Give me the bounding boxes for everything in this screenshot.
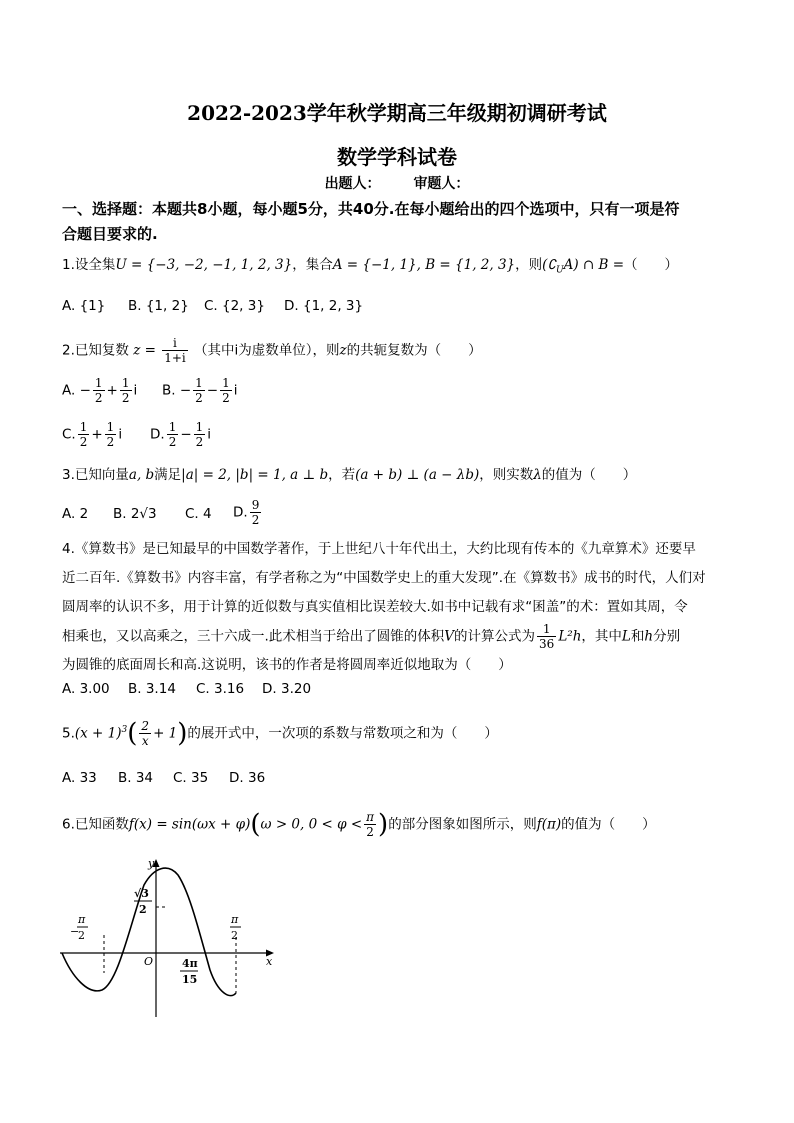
q5-lparen: (: [127, 718, 138, 749]
q3-option-b[interactable]: B. 2√3: [113, 506, 157, 522]
q2-a-i: i: [133, 382, 138, 399]
q2-c-frac2-num: 1: [106, 420, 115, 434]
q4-formula: L²h: [558, 628, 582, 645]
q1-mid: ，集合: [292, 257, 333, 273]
q1-set-ab: A = {−1, 1}, B = {1, 2, 3}: [332, 257, 516, 273]
q2-a-frac2-den: 2: [121, 391, 130, 405]
q2-z-eq: z =: [133, 342, 156, 359]
q2-c-label: C.: [62, 426, 76, 443]
q2-c-frac1: [78, 420, 90, 449]
question-3: [62, 464, 636, 486]
right-den: 2: [231, 929, 238, 942]
q2-rest-b: 的共轭复数为（ ）: [346, 342, 482, 359]
q5-option-d[interactable]: D. 36: [229, 770, 266, 786]
q3-rest2: 的值为（ ）: [541, 467, 637, 483]
q3-vecs: a, b: [128, 467, 155, 483]
q2-option-c[interactable]: [62, 420, 122, 449]
q6-frac: [364, 810, 376, 839]
q2-d-frac1: [167, 420, 179, 449]
q5-frac: [139, 719, 151, 748]
q4-option-a[interactable]: A. 3.00: [62, 681, 110, 697]
q6-rest: 的部分图象如图所示，则: [388, 816, 537, 833]
q6-fpi: f(π): [536, 816, 562, 833]
q5-option-b[interactable]: B. 34: [118, 770, 154, 786]
q4-frac: [537, 622, 556, 651]
q2-b-frac1-num: 1: [195, 376, 203, 390]
q2-z: z: [339, 342, 347, 359]
q1-set-u: U = {−3, −2, −1, 1, 2, 3}: [115, 257, 293, 273]
q2-b-frac2: [220, 376, 232, 405]
exam-subtitle: 数学学科试卷: [337, 145, 457, 169]
q6-rest2: 的值为（ ）: [561, 816, 656, 833]
q5-option-a[interactable]: A. 33: [62, 770, 97, 786]
left-sign: −: [70, 925, 80, 938]
q5-rparen: ): [177, 718, 188, 749]
q2-c-frac2: [105, 420, 117, 449]
q2-d-label: D.: [150, 426, 165, 443]
peak-den: 2: [139, 903, 147, 916]
q5-option-c[interactable]: C. 35: [173, 770, 209, 786]
q6-func: f(x) = sin(ωx + φ): [128, 816, 251, 833]
left-den: 2: [78, 929, 85, 942]
q1-option-d[interactable]: D. {1, 2, 3}: [284, 298, 364, 314]
origin-label: O: [144, 955, 154, 968]
authors-line: [0, 173, 794, 193]
q3-d-num: 9: [251, 498, 260, 512]
q3-rest: ，则实数: [479, 467, 534, 483]
reviewer-label: 审题人：: [413, 176, 470, 192]
q2-rest-a: （其中i为虚数单位），则: [194, 342, 340, 359]
q3-d-frac: [250, 498, 262, 527]
q4-L: L: [621, 628, 631, 645]
q3-lambda: λ: [533, 467, 542, 483]
q1-paren: （ ）: [624, 257, 679, 273]
q5-frac-den: x: [141, 734, 149, 748]
q2-d-frac2: [194, 420, 206, 449]
q5-rest: 的展开式中，一次项的系数与常数项之和为（ ）: [187, 725, 498, 742]
q2-d-frac1-num: 1: [168, 420, 177, 434]
q6-rparen: ): [378, 809, 389, 840]
q4-frac-num: 1: [537, 622, 556, 637]
q2-a-label: A. −: [62, 382, 91, 399]
sine-graph: [60, 855, 290, 1020]
q2-option-a[interactable]: [62, 376, 137, 405]
q2-option-b[interactable]: [162, 376, 238, 405]
q2-d-frac2-num: 1: [195, 420, 204, 434]
q2-frac-num: i: [162, 336, 188, 351]
q2-b-frac1: [193, 376, 205, 405]
q2-c-plus: +: [91, 426, 103, 443]
question-5: [62, 719, 498, 748]
q4-line4-b: 的计算公式为: [454, 628, 536, 645]
q6-pi-num: π: [366, 810, 375, 824]
q5-base: (x + 1): [74, 725, 122, 742]
q2-b-label: B. −: [162, 382, 192, 399]
q3-option-c[interactable]: C. 4: [185, 506, 212, 522]
q2-a-frac1-num: 1: [94, 376, 103, 390]
q6-pi-den: 2: [366, 825, 374, 839]
q4-frac-den: 36: [539, 637, 555, 651]
q2-c-i: i: [118, 426, 123, 443]
q2-d-frac1-den: 2: [168, 435, 177, 449]
q4-line-3: 圆周率的认识不多，用于计算的近似数与真实值相比误差较大.如书中记载有求“囷盖”的术：置如其周，令: [62, 599, 688, 615]
q4-line-2: 近二百年.《算数书》内容丰富，有学者称之为“中国数学史上的重大发现”.在《算数书》成书的时代，人们对: [62, 570, 706, 586]
q2-c-frac1-den: 2: [79, 435, 88, 449]
right-num: π: [231, 913, 239, 926]
q2-d-frac2-den: 2: [195, 435, 204, 449]
q1-option-a[interactable]: A. {1}: [62, 298, 106, 314]
section-heading-line1: 一、选择题：本题共8小题，每小题5分，共40分.在每小题给出的四个选项中，只有一项是符: [62, 200, 680, 218]
q5-frac-num: 2: [141, 719, 150, 733]
question-1: [62, 254, 678, 282]
zero-den: 15: [182, 973, 198, 986]
question-2: [62, 336, 482, 365]
q1-expr: [542, 257, 625, 276]
q1-expr-sub: U: [556, 265, 564, 276]
author-label: 出题人：: [324, 176, 381, 192]
q3-perp: (a + b) ⊥ (a − λb): [355, 467, 480, 483]
sine-curve: [62, 868, 236, 995]
q4-option-c[interactable]: C. 3.16: [196, 681, 245, 697]
q3-d-den: 2: [251, 513, 260, 527]
q4-line4-e: 分别: [653, 628, 681, 645]
q3-cond-label: 满足: [154, 467, 182, 483]
q6-cond: ω > 0, 0 < φ <: [260, 816, 363, 833]
q2-d-minus: −: [180, 426, 192, 443]
q3-option-d[interactable]: [233, 498, 263, 527]
q2-a-plus: +: [106, 382, 118, 399]
q1-option-c[interactable]: C. {2, 3}: [204, 298, 265, 314]
question-6: [62, 810, 656, 839]
q4-line-5: 为圆锥的底面周长和高.这说明，该书的作者是将圆周率近似地取为（ ）: [62, 657, 512, 673]
q4-v: V: [444, 628, 455, 645]
q5-exp: 3: [121, 725, 128, 735]
q3-if: ，若: [328, 467, 356, 483]
q2-d-i: i: [207, 426, 212, 443]
q6-prefix: 6.已知函数: [62, 816, 129, 833]
q2-c-frac2-den: 2: [106, 435, 115, 449]
q4-option-b[interactable]: B. 3.14: [128, 681, 176, 697]
q4-option-d[interactable]: D. 3.20: [262, 681, 312, 697]
y-axis-label: y: [148, 857, 155, 870]
q4-line-1: 4.《算数书》是已知最早的中国数学著作，于上世纪八十年代出土，大约比现有传本的《九章算术》还要早: [62, 541, 696, 557]
q6-lparen: (: [250, 809, 261, 840]
section-heading: [62, 197, 730, 247]
q2-a-frac2-num: 1: [121, 376, 130, 390]
q5-prefix: 5.: [62, 725, 75, 742]
q3-prefix: 3.已知向量: [62, 467, 129, 483]
peak-num: √3: [134, 887, 149, 900]
q4-line-4: [62, 622, 680, 651]
q2-b-minus: −: [206, 382, 219, 399]
q4-line4-c: ，其中: [581, 628, 622, 645]
q1-expr-open: (∁: [542, 257, 556, 273]
q4-h: h: [644, 628, 654, 645]
left-num: π: [78, 913, 86, 926]
x-axis-label: x: [266, 955, 273, 968]
q2-a-frac1-den: 2: [94, 391, 103, 405]
q5-plus1: + 1: [153, 725, 178, 742]
q2-option-d[interactable]: [150, 420, 211, 449]
q3-option-a[interactable]: A. 2: [62, 506, 89, 522]
q2-b-frac2-num: 1: [222, 376, 230, 390]
q3-d-label: D.: [233, 504, 248, 521]
q2-fraction: [162, 336, 188, 365]
q2-b-frac2-den: 2: [222, 391, 230, 405]
q2-b-frac1-den: 2: [195, 391, 203, 405]
q2-b-i: i: [233, 382, 238, 399]
q1-option-b[interactable]: B. {1, 2}: [128, 298, 189, 314]
q4-line4-a: 相乘也，又以高乘之，三十六成一.此术相当于给出了圆锥的体积: [62, 628, 445, 645]
q2-c-frac1-num: 1: [79, 420, 88, 434]
section-heading-line2: 合题目要求的.: [62, 225, 158, 243]
q3-cond: |a| = 2, |b| = 1, a ⊥ b: [181, 467, 329, 483]
q2-a-frac2: [120, 376, 132, 405]
q1-then: ，则: [515, 257, 543, 273]
q4-line4-d: 和: [630, 628, 645, 645]
q2-a-frac1: [93, 376, 105, 405]
q1-prefix: 1.设全集: [62, 257, 116, 273]
q1-expr-end: A) ∩ B =: [563, 257, 625, 273]
q2-frac-den: 1+i: [164, 351, 186, 365]
q2-prefix: 2.已知复数: [62, 342, 129, 359]
zero-num: 4π: [182, 957, 198, 970]
exam-title: 2022-2023学年秋学期高三年级期初调研考试: [187, 101, 607, 125]
